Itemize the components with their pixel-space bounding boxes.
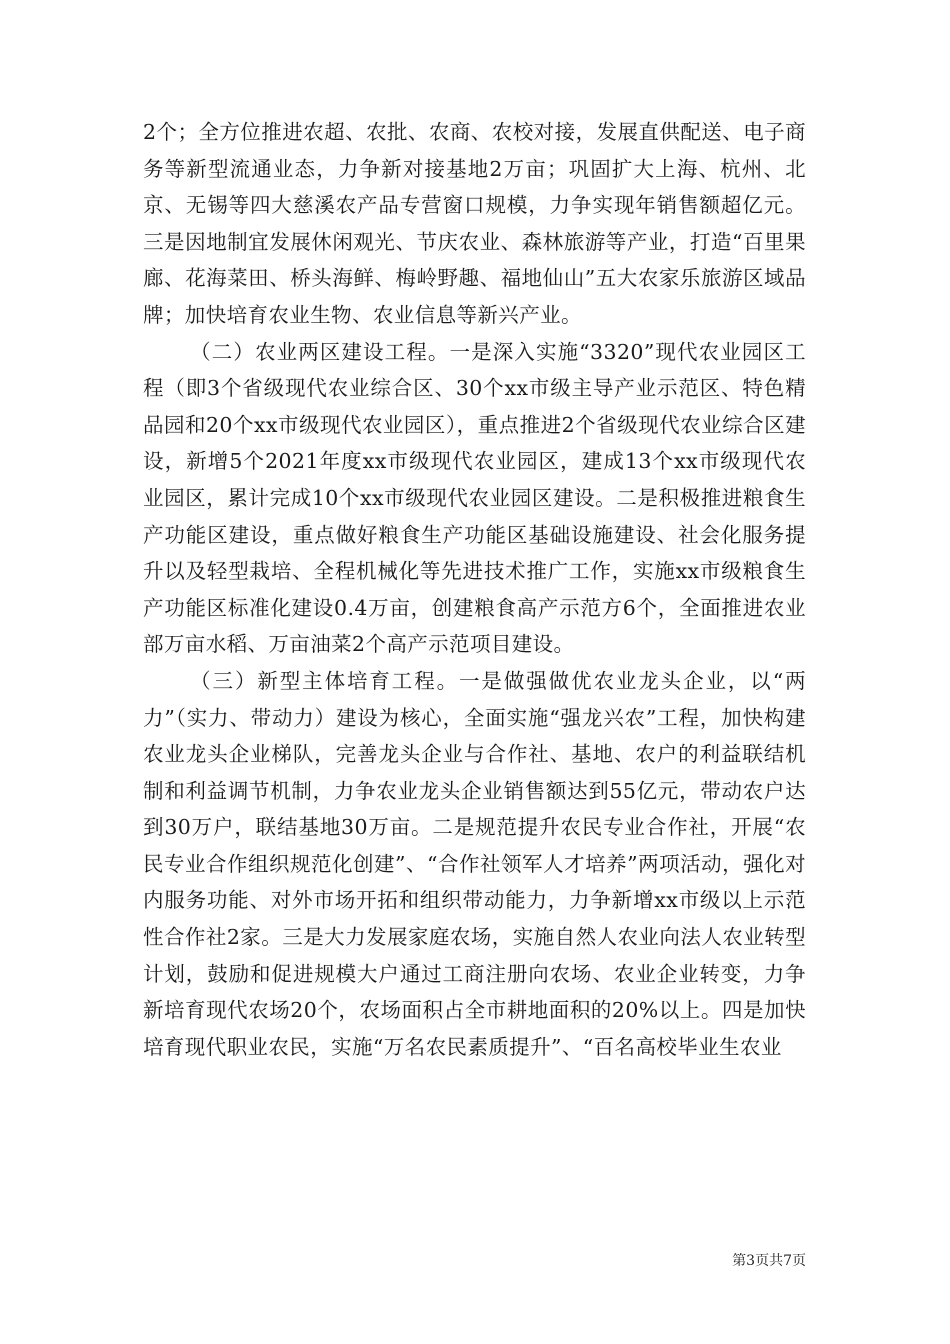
paragraph-1: 2个；全方位推进农超、农批、农商、农校对接，发展直供配送、电子商务等新型流通业态，力争新对接基地2万亩；巩固扩大上海、杭州、北京、无锡等四大慈溪农产品专营窗口规模，力争实现年销售额超亿元。三是因地制宜发展休闲观光、节庆农业、森林旅游等产业，打造“百里果廊、花海菜田、桥头海鲜、梅岭野趣、福地仙山”五大农家乐旅游区域品牌；加快培育农业生物、农业信息等新兴产业。	[143, 120, 806, 327]
document-body	[143, 114, 806, 1065]
page-number-footer: 第3页共7页	[732, 1253, 806, 1269]
paragraph-2: （二）农业两区建设工程。一是深入实施“3320”现代农业园区工程（即3个省级现代农业综合区、30个xx市级主导产业示范区、特色精品园和20个xx市级现代农业园区），重点推进2个省级现代农业综合区建设，新增5个2021年度xx市级现代农业园区，建成13个xx市级现代农业园区，累计完成10个xx市级现代农业园区建设。二是积极推进粮食生产功能区建设，重点做好粮食生产功能区基础设施建设、社会化服务提升以及轻型栽培、全程机械化等先进技术推广工作，实施xx市级粮食生产功能区标准化建设0.4万亩，创建粮食高产示范方6个，全面推进农业部万亩水稻、万亩油菜2个高产示范项目建设。	[143, 339, 806, 657]
paragraph-3: （三）新型主体培育工程。一是做强做优农业龙头企业，以“两力”（实力、带动力）建设为核心，全面实施“强龙兴农”工程，加快构建农业龙头企业梯队，完善龙头企业与合作社、基地、农户的利益联结机制和利益调节机制，力争农业龙头企业销售额达到55亿元，带动农户达到30万户，联结基地30万亩。二是规范提升农民专业合作社，开展“农民专业合作组织规范化创建”、“合作社领军人才培养”两项活动，强化对内服务功能、对外市场开拓和组织带动能力，力争新增xx市级以上示范性合作社2家。三是大力发展家庭农场，实施自然人农业向法人农业转型计划，鼓励和促进规模大户通过工商注册向农场、农业企业转变，力争新培育现代农场20个，农场面积占全市耕地面积的20%以上。四是加快培育现代职业农民，实施“万名农民素质提升”、“百名高校毕业生农业	[143, 668, 806, 1059]
